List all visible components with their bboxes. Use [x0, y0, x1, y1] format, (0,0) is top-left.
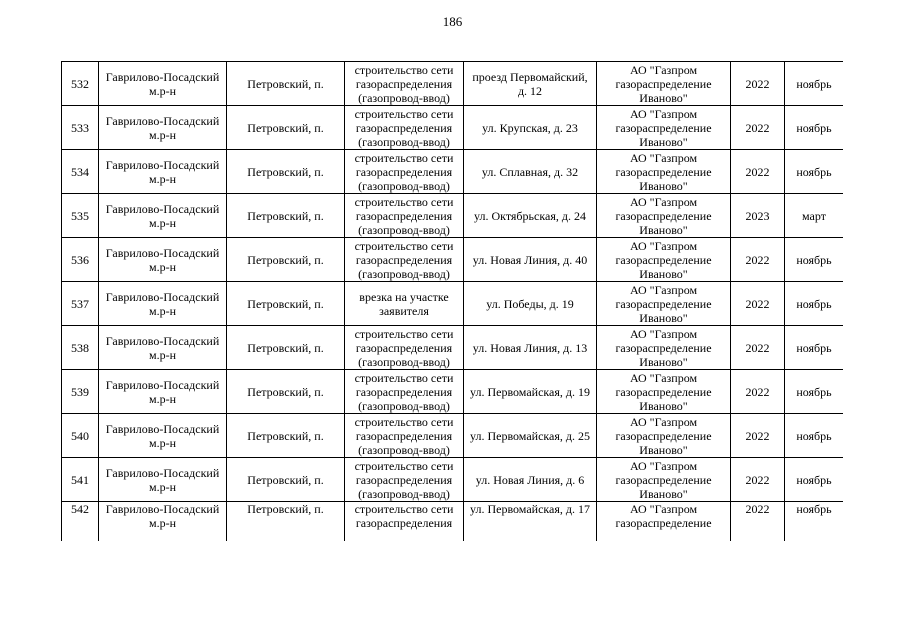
cell-month: ноябрь: [785, 282, 844, 326]
table-row: [62, 458, 844, 502]
cell-district: Гаврилово-Посадский м.р-н: [99, 194, 227, 238]
table-row: [62, 370, 844, 414]
cell-year: 2023: [731, 194, 785, 238]
cell-district: Гаврилово-Посадский м.р-н: [99, 502, 227, 542]
cell-address: ул. Новая Линия, д. 40: [464, 238, 597, 282]
cell-locality: Петровский, п.: [227, 106, 345, 150]
cell-number: 535: [62, 194, 99, 238]
cell-number: 532: [62, 62, 99, 106]
cell-organization: АО "Газпром газораспределение Иваново": [597, 150, 731, 194]
cell-month: ноябрь: [785, 106, 844, 150]
cell-number: 542: [62, 502, 99, 542]
cell-address: ул. Первомайская, д. 25: [464, 414, 597, 458]
cell-locality: Петровский, п.: [227, 414, 345, 458]
cell-work-type: строительство сети газораспределения (газопровод-ввод): [345, 414, 464, 458]
cell-district: Гаврилово-Посадский м.р-н: [99, 62, 227, 106]
cell-year: 2022: [731, 370, 785, 414]
cell-month: ноябрь: [785, 62, 844, 106]
cell-work-type: врезка на участке заявителя: [345, 282, 464, 326]
cell-district: Гаврилово-Посадский м.р-н: [99, 370, 227, 414]
cell-locality: Петровский, п.: [227, 326, 345, 370]
cell-address: ул. Крупская, д. 23: [464, 106, 597, 150]
cell-number: 533: [62, 106, 99, 150]
table-row: [62, 414, 844, 458]
cell-locality: Петровский, п.: [227, 458, 345, 502]
cell-address: ул. Новая Линия, д. 13: [464, 326, 597, 370]
cell-month: ноябрь: [785, 370, 844, 414]
cell-work-type: строительство сети газораспределения (газопровод-ввод): [345, 238, 464, 282]
cell-locality: Петровский, п.: [227, 194, 345, 238]
cell-address: ул. Первомайская, д. 19: [464, 370, 597, 414]
cell-year: 2022: [731, 62, 785, 106]
cell-month: март: [785, 194, 844, 238]
cell-number: 537: [62, 282, 99, 326]
cell-locality: Петровский, п.: [227, 282, 345, 326]
cell-address: ул. Октябрьская, д. 24: [464, 194, 597, 238]
cell-year: 2022: [731, 414, 785, 458]
cell-month: ноябрь: [785, 502, 844, 542]
cell-work-type: строительство сети газораспределения (газопровод-ввод): [345, 194, 464, 238]
cell-locality: Петровский, п.: [227, 502, 345, 542]
cell-locality: Петровский, п.: [227, 370, 345, 414]
cell-work-type: строительство сети газораспределения (газопровод-ввод): [345, 370, 464, 414]
table: [61, 61, 843, 541]
table-row: [62, 150, 844, 194]
cell-organization: АО "Газпром газораспределение Иваново": [597, 106, 731, 150]
gas-network-table: [61, 61, 843, 541]
table-row: [62, 282, 844, 326]
cell-locality: Петровский, п.: [227, 238, 345, 282]
cell-number: 539: [62, 370, 99, 414]
cell-organization: АО "Газпром газораспределение Иваново": [597, 282, 731, 326]
cell-organization: АО "Газпром газораспределение Иваново": [597, 238, 731, 282]
cell-organization: АО "Газпром газораспределение Иваново": [597, 458, 731, 502]
page-number: 186: [442, 14, 463, 29]
cell-work-type: строительство сети газораспределения: [345, 502, 464, 542]
cell-month: ноябрь: [785, 238, 844, 282]
cell-number: 540: [62, 414, 99, 458]
cell-district: Гаврилово-Посадский м.р-н: [99, 414, 227, 458]
cell-organization: АО "Газпром газораспределение Иваново": [597, 326, 731, 370]
cell-organization: АО "Газпром газораспределение: [597, 502, 731, 542]
cell-number: 538: [62, 326, 99, 370]
table-row: [62, 194, 844, 238]
cell-month: ноябрь: [785, 326, 844, 370]
cell-address: ул. Новая Линия, д. 6: [464, 458, 597, 502]
table-row: [62, 326, 844, 370]
cell-address: ул. Победы, д. 19: [464, 282, 597, 326]
cell-locality: Петровский, п.: [227, 62, 345, 106]
cell-number: 534: [62, 150, 99, 194]
cell-year: 2022: [731, 458, 785, 502]
cell-work-type: строительство сети газораспределения (газопровод-ввод): [345, 62, 464, 106]
cell-organization: АО "Газпром газораспределение Иваново": [597, 62, 731, 106]
cell-work-type: строительство сети газораспределения (газопровод-ввод): [345, 150, 464, 194]
table-row: [62, 106, 844, 150]
cell-address: ул. Первомайская, д. 17: [464, 502, 597, 542]
table-row: [62, 502, 844, 542]
cell-district: Гаврилово-Посадский м.р-н: [99, 150, 227, 194]
cell-address: проезд Первомайский, д. 12: [464, 62, 597, 106]
cell-work-type: строительство сети газораспределения (газопровод-ввод): [345, 458, 464, 502]
cell-organization: АО "Газпром газораспределение Иваново": [597, 414, 731, 458]
cell-work-type: строительство сети газораспределения (газопровод-ввод): [345, 106, 464, 150]
cell-year: 2022: [731, 282, 785, 326]
cell-month: ноябрь: [785, 150, 844, 194]
cell-number: 541: [62, 458, 99, 502]
cell-locality: Петровский, п.: [227, 150, 345, 194]
cell-district: Гаврилово-Посадский м.р-н: [99, 282, 227, 326]
cell-year: 2022: [731, 106, 785, 150]
cell-work-type: строительство сети газораспределения (газопровод-ввод): [345, 326, 464, 370]
cell-organization: АО "Газпром газораспределение Иваново": [597, 194, 731, 238]
cell-district: Гаврилово-Посадский м.р-н: [99, 326, 227, 370]
cell-year: 2022: [731, 326, 785, 370]
cell-year: 2022: [731, 238, 785, 282]
cell-organization: АО "Газпром газораспределение Иваново": [597, 370, 731, 414]
cell-month: ноябрь: [785, 458, 844, 502]
cell-month: ноябрь: [785, 414, 844, 458]
cell-district: Гаврилово-Посадский м.р-н: [99, 106, 227, 150]
table-row: [62, 238, 844, 282]
cell-district: Гаврилово-Посадский м.р-н: [99, 458, 227, 502]
cell-address: ул. Сплавная, д. 32: [464, 150, 597, 194]
cell-year: 2022: [731, 150, 785, 194]
cell-number: 536: [62, 238, 99, 282]
cell-year: 2022: [731, 502, 785, 542]
table-row: [62, 62, 844, 106]
cell-district: Гаврилово-Посадский м.р-н: [99, 238, 227, 282]
